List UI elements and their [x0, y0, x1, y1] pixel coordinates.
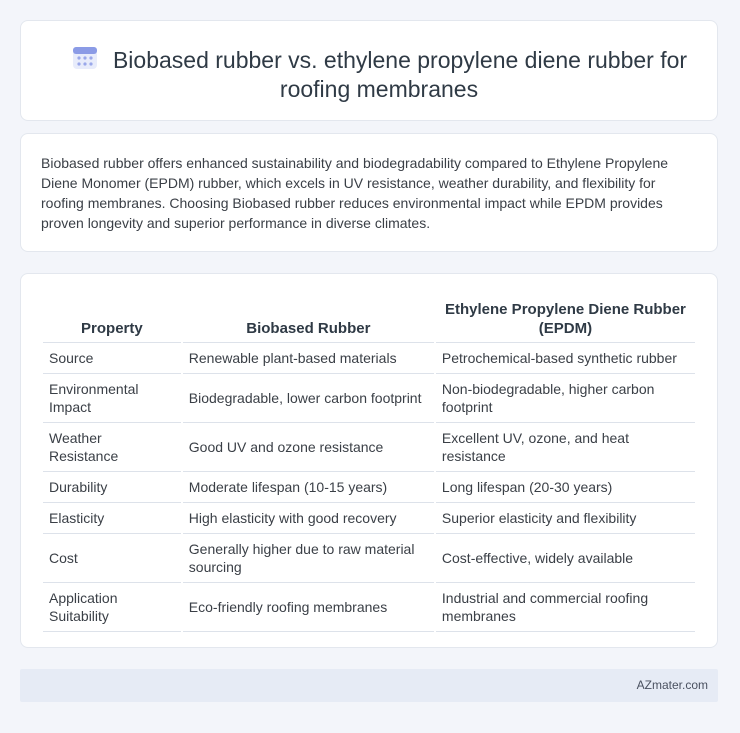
table-row — [43, 472, 695, 503]
intro-card — [20, 133, 718, 252]
table-cell: Good UV and ozone resistance — [183, 423, 434, 472]
table-cell: Petrochemical-based synthetic rubber — [436, 343, 695, 374]
page-title-text: Biobased rubber vs. ethylene propylene diene rubber for roofing membranes — [112, 47, 688, 102]
table-row — [43, 583, 695, 632]
table-cell: Generally higher due to raw material sourcing — [183, 534, 434, 583]
table-row — [43, 343, 695, 374]
title-card — [20, 20, 718, 121]
table-cell: Biodegradable, lower carbon footprint — [183, 374, 434, 423]
table-row — [43, 503, 695, 534]
column-header: Property — [43, 294, 181, 343]
table-cell: Elasticity — [43, 503, 181, 534]
table-row — [43, 534, 695, 583]
table-cell: Source — [43, 343, 181, 374]
table-row — [43, 374, 695, 423]
table-cell: Environmental Impact — [43, 374, 181, 423]
table-cell: Durability — [43, 472, 181, 503]
table-cell: Industrial and commercial roofing membranes — [436, 583, 695, 632]
comparison-table — [41, 294, 697, 632]
footer-bar — [20, 669, 718, 702]
intro-paragraph: Biobased rubber offers enhanced sustainability and biodegradability compared to Ethylene Propylene Diene Monomer (EPDM) rubber, which excels in UV resistance, weather durability, and flexibility for roofing membranes. Choosing Biobased rubber reduces environmental impact while EPDM provides proven longevity and superior performance in diverse climates. — [41, 155, 669, 231]
table-cell: Cost-effective, widely available — [436, 534, 695, 583]
table-cell: Moderate lifespan (10-15 years) — [183, 472, 434, 503]
table-row — [43, 423, 695, 472]
column-header: Biobased Rubber — [183, 294, 434, 343]
table-cell: Renewable plant-based materials — [183, 343, 434, 374]
table-cell: Application Suitability — [43, 583, 181, 632]
column-header: Ethylene Propylene Diene Rubber (EPDM) — [436, 294, 695, 343]
comparison-table-card — [20, 273, 718, 648]
table-cell: Long lifespan (20-30 years) — [436, 472, 695, 503]
table-cell: Superior elasticity and flexibility — [436, 503, 695, 534]
table-cell: Weather Resistance — [43, 423, 181, 472]
table-cell: Excellent UV, ozone, and heat resistance — [436, 423, 695, 472]
table-header-row — [43, 294, 695, 343]
table-cell: Eco-friendly roofing membranes — [183, 583, 434, 632]
footer-brand: AZmater.com — [636, 678, 708, 692]
table-cell: High elasticity with good recovery — [183, 503, 434, 534]
table-cell: Non-biodegradable, higher carbon footprint — [436, 374, 695, 423]
calendar-icon — [71, 43, 99, 71]
page-title — [61, 43, 697, 104]
table-cell: Cost — [43, 534, 181, 583]
